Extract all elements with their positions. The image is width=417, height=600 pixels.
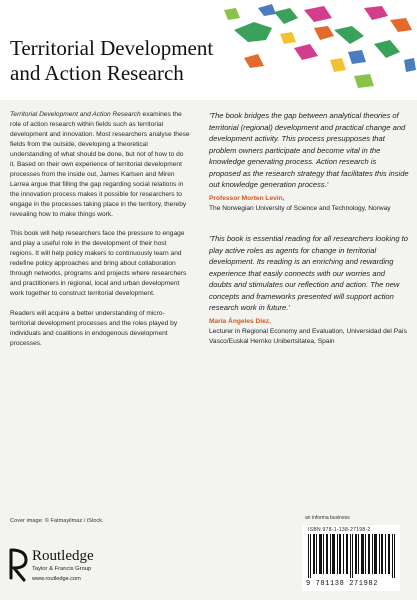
endorsement-quote: 'This book is essential reading for all researchers looking to play active roles as agents for change in territorial development. Its reading is an enriching and rewarding experience that easily connects with our worries and doubts and stimulates our reflection and action. The new concepts and frameworks presented will support action research work in future.' xyxy=(209,234,408,313)
publisher-name: Routledge xyxy=(32,548,94,564)
blurb-paragraph-1-text: examines the role of action research within fields such as territorial development and innovation. Most researchers analyse these fields from the outside, developing a theoretical understanding of what should be done, but not of how to do it. Based on their own experience of territorial development processes from the inside out, James Karlsen and Miren Larrea argue that filling the gap regarding social relations in the innovation process makes it possible for researchers to engage in the processes taking place in the territory, thereby revealing how to make things work. xyxy=(10,111,190,218)
blurb-paragraph-1 xyxy=(10,110,190,219)
title-line-1: Territorial Development xyxy=(10,36,214,60)
endorsement-2 xyxy=(209,233,409,346)
cover-credit: Cover image: © Fatmayilmaz / iStock. xyxy=(10,518,104,524)
endorsement-author: Professor Morten Levin, xyxy=(209,194,285,202)
routledge-logo-icon xyxy=(8,548,30,582)
barcode-icon xyxy=(308,534,396,578)
endorsements-column xyxy=(209,110,409,346)
blurb-paragraph-3: Readers will acquire a better understanding of micro-territorial development processes and the roles played by individuals and coalitions in endogenous development processes. xyxy=(10,310,178,348)
endorsement-affiliation: The Norwegian University of Science and Technology, Norway xyxy=(209,204,391,212)
book-title xyxy=(10,36,260,86)
title-line-2: and Action Research xyxy=(10,61,184,85)
endorsement-quote: 'The book bridges the gap between analytical theories of territorial (regional) development and practical change and development activity. This process presupposes that problem owners participate and become vital in the knowledge generating process. Action research is proposed as the research strategy that facilitates this inside out knowledge generation process.' xyxy=(209,111,409,189)
endorsement-1 xyxy=(209,110,409,213)
isbn-digits: 9 781138 271982 xyxy=(306,580,379,588)
blurb-paragraph-2: This book will help researchers face the pressure to engage and play a useful role in the development of their host regions. It will help policy makers to continuously learn and redefine policy approaches and bring about collaboration through networks, programs and projects where researchers and practitioners in regional, local and urban development work together to construct territorial development. xyxy=(10,230,187,298)
publisher-url[interactable]: www.routledge.com xyxy=(32,576,81,582)
publisher-group: Taylor & Francis Group xyxy=(32,566,92,572)
endorsement-author: María Ángeles Díez, xyxy=(209,317,271,325)
imprint-text: an informa business xyxy=(305,515,350,521)
endorsement-affiliation: Lecturer in Regional Economy and Evaluation, Universidad del País Vasco/Euskal Herriko Unibertsitatea, Spain xyxy=(209,327,407,345)
blurb-column xyxy=(10,110,190,359)
blurb-book-title: Territorial Development and Action Research xyxy=(10,111,141,118)
isbn-label: ISBN 978-1-138-27198-2 xyxy=(308,527,371,533)
